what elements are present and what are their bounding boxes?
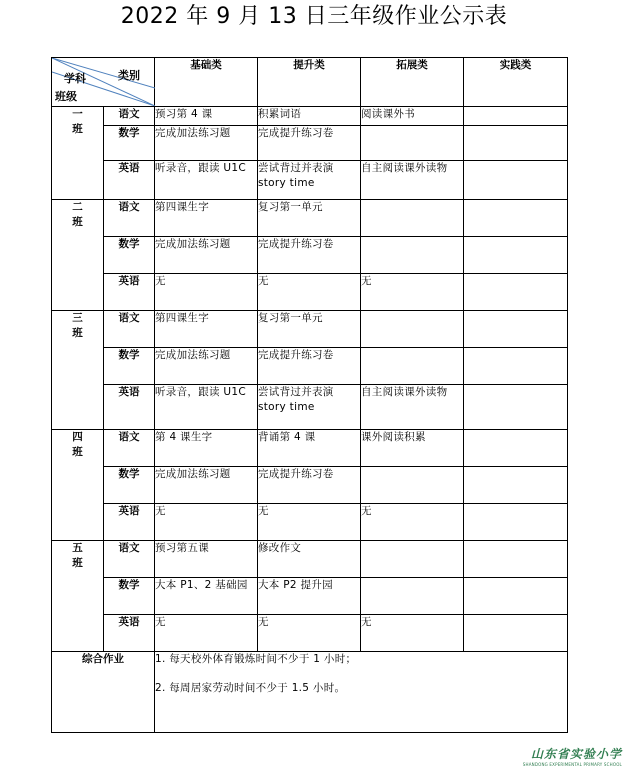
basic-homework-cell — [155, 430, 258, 467]
practice-homework-cell — [464, 504, 568, 541]
subject-cell: 数学 — [104, 237, 155, 274]
subject-cell: 语文 — [104, 311, 155, 348]
advanced-homework-text: 完成提升练习卷 — [258, 468, 334, 480]
extended-homework-text: 无 — [361, 275, 372, 287]
advanced-homework-text: 背诵第 4 课 — [258, 431, 316, 443]
practice-homework-cell — [464, 161, 568, 200]
basic-homework-cell — [155, 541, 258, 578]
subject-cell: 数学 — [104, 467, 155, 504]
basic-homework-text: 无 — [155, 616, 166, 628]
practice-homework-cell — [464, 578, 568, 615]
extended-homework-cell — [361, 274, 464, 311]
basic-homework-cell — [155, 237, 258, 274]
subject-cell: 英语 — [104, 161, 155, 200]
advanced-homework-cell — [258, 504, 361, 541]
extended-homework-cell — [361, 385, 464, 430]
summary-item: 1. 每天校外体育锻炼时间不少于 1 小时； — [155, 653, 357, 665]
basic-homework-text: 无 — [155, 275, 166, 287]
practice-homework-cell — [464, 200, 568, 237]
extended-homework-cell — [361, 311, 464, 348]
basic-homework-cell — [155, 578, 258, 615]
logo-english-name: SHANDONG EXPERIMENTAL PRIMARY SCHOOL — [522, 762, 622, 767]
advanced-homework-text: 无 — [258, 505, 269, 517]
table-row — [52, 348, 568, 385]
basic-homework-cell — [155, 311, 258, 348]
basic-homework-text: 预习第五课 — [155, 542, 209, 554]
summary-content — [155, 652, 568, 733]
basic-homework-text: 听录音，跟读 U1C — [155, 386, 247, 398]
basic-homework-cell — [155, 107, 258, 126]
class-name: 一 班 — [72, 108, 83, 135]
advanced-homework-cell — [258, 237, 361, 274]
basic-homework-cell — [155, 348, 258, 385]
table-row — [52, 430, 568, 467]
corner-class-label: 班级 — [55, 90, 77, 103]
basic-homework-cell — [155, 161, 258, 200]
table-row — [52, 274, 568, 311]
subject-cell: 英语 — [104, 274, 155, 311]
basic-homework-cell — [155, 274, 258, 311]
summary-item: 2. 每周居家劳动时间不少于 1.5 小时。 — [155, 682, 346, 694]
table-row — [52, 541, 568, 578]
extended-homework-cell — [361, 200, 464, 237]
extended-homework-text: 自主阅读课外读物 — [361, 386, 448, 398]
page-title: 2022 年 9 月 13 日三年级作业公示表 — [120, 4, 508, 29]
table-row — [52, 107, 568, 126]
subject-cell: 数学 — [104, 126, 155, 161]
extended-homework-cell — [361, 107, 464, 126]
basic-homework-text: 大本 P1、2 基础园 — [155, 579, 248, 591]
practice-homework-cell — [464, 541, 568, 578]
basic-homework-cell — [155, 467, 258, 504]
basic-homework-cell — [155, 200, 258, 237]
advanced-homework-text: 完成提升练习卷 — [258, 238, 334, 250]
advanced-homework-text: 修改作文 — [258, 542, 302, 554]
basic-homework-cell — [155, 615, 258, 652]
extended-homework-text: 自主阅读课外读物 — [361, 162, 448, 174]
advanced-homework-cell — [258, 274, 361, 311]
practice-homework-cell — [464, 615, 568, 652]
table-row — [52, 615, 568, 652]
class-name: 四 班 — [72, 431, 83, 458]
advanced-homework-text: 无 — [258, 275, 269, 287]
practice-homework-cell — [464, 311, 568, 348]
subject-cell: 数学 — [104, 578, 155, 615]
extended-homework-cell — [361, 615, 464, 652]
basic-homework-text: 完成加法练习题 — [155, 468, 231, 480]
advanced-homework-cell — [258, 385, 361, 430]
advanced-homework-text: 无 — [258, 616, 269, 628]
corner-category-label: 类别 — [118, 69, 140, 82]
column-header-extended: 拓展类 — [361, 58, 464, 107]
practice-homework-cell — [464, 107, 568, 126]
table-row — [52, 200, 568, 237]
basic-homework-text: 完成加法练习题 — [155, 349, 231, 361]
advanced-homework-cell — [258, 161, 361, 200]
extended-homework-cell — [361, 467, 464, 504]
extended-homework-cell — [361, 430, 464, 467]
table-row — [52, 126, 568, 161]
basic-homework-text: 预习第 4 课 — [155, 108, 213, 120]
table-row — [52, 467, 568, 504]
subject-cell: 英语 — [104, 504, 155, 541]
basic-homework-text: 第四课生字 — [155, 312, 209, 324]
extended-homework-cell — [361, 504, 464, 541]
practice-homework-cell — [464, 348, 568, 385]
subject-cell: 语文 — [104, 430, 155, 467]
practice-homework-cell — [464, 126, 568, 161]
table-row — [52, 161, 568, 200]
basic-homework-text: 完成加法练习题 — [155, 127, 231, 139]
corner-subject-label: 学科 — [64, 72, 86, 85]
class-name-cell — [52, 107, 104, 200]
extended-homework-cell — [361, 161, 464, 200]
advanced-homework-text: 积累词语 — [258, 108, 302, 120]
column-header-practice: 实践类 — [464, 58, 568, 107]
basic-homework-text: 第四课生字 — [155, 201, 209, 213]
advanced-homework-cell — [258, 578, 361, 615]
basic-homework-cell — [155, 385, 258, 430]
advanced-homework-cell — [258, 126, 361, 161]
practice-homework-cell — [464, 237, 568, 274]
basic-homework-text: 第 4 课生字 — [155, 431, 213, 443]
subject-cell: 语文 — [104, 200, 155, 237]
advanced-homework-cell — [258, 615, 361, 652]
subject-cell: 数学 — [104, 348, 155, 385]
extended-homework-text: 课外阅读积累 — [361, 431, 426, 443]
table-row — [52, 385, 568, 430]
summary-label: 综合作业 — [52, 652, 155, 733]
logo-chinese-name: 山东省实验小学 — [530, 747, 622, 761]
advanced-homework-cell — [258, 467, 361, 504]
advanced-homework-cell — [258, 107, 361, 126]
basic-homework-cell — [155, 126, 258, 161]
extended-homework-cell — [361, 541, 464, 578]
subject-cell: 语文 — [104, 107, 155, 126]
advanced-homework-cell — [258, 348, 361, 385]
column-header-advanced: 提升类 — [258, 58, 361, 107]
header-row — [52, 58, 568, 107]
class-name-cell — [52, 200, 104, 311]
corner-cell — [52, 58, 155, 107]
summary-row — [52, 652, 568, 733]
extended-homework-text: 无 — [361, 505, 372, 517]
column-header-basic: 基础类 — [155, 58, 258, 107]
class-name: 二 班 — [72, 201, 83, 228]
advanced-homework-text: 复习第一单元 — [258, 312, 323, 324]
basic-homework-cell — [155, 504, 258, 541]
table-row — [52, 578, 568, 615]
advanced-homework-cell — [258, 541, 361, 578]
practice-homework-cell — [464, 274, 568, 311]
class-name-cell — [52, 311, 104, 430]
advanced-homework-text: 完成提升练习卷 — [258, 127, 334, 139]
advanced-homework-text: 尝试背过并表演 story time — [258, 386, 334, 413]
table-row — [52, 237, 568, 274]
subject-cell: 英语 — [104, 615, 155, 652]
extended-homework-text: 阅读课外书 — [361, 108, 415, 120]
school-logo — [523, 745, 622, 768]
subject-cell: 语文 — [104, 541, 155, 578]
extended-homework-cell — [361, 237, 464, 274]
advanced-homework-text: 尝试背过并表演 story time — [258, 162, 334, 189]
class-name-cell — [52, 541, 104, 652]
class-name: 五 班 — [72, 542, 83, 569]
extended-homework-text: 无 — [361, 616, 372, 628]
extended-homework-cell — [361, 348, 464, 385]
practice-homework-cell — [464, 385, 568, 430]
extended-homework-cell — [361, 126, 464, 161]
class-name: 三 班 — [72, 312, 83, 339]
basic-homework-text: 听录音，跟读 U1C — [155, 162, 247, 174]
advanced-homework-cell — [258, 311, 361, 348]
practice-homework-cell — [464, 467, 568, 504]
advanced-homework-text: 大本 P2 提升园 — [258, 579, 333, 591]
table-row — [52, 311, 568, 348]
advanced-homework-cell — [258, 430, 361, 467]
advanced-homework-text: 复习第一单元 — [258, 201, 323, 213]
advanced-homework-text: 完成提升练习卷 — [258, 349, 334, 361]
basic-homework-text: 无 — [155, 505, 166, 517]
homework-table — [51, 57, 568, 733]
class-name-cell — [52, 430, 104, 541]
subject-cell: 英语 — [104, 385, 155, 430]
extended-homework-cell — [361, 578, 464, 615]
practice-homework-cell — [464, 430, 568, 467]
advanced-homework-cell — [258, 200, 361, 237]
basic-homework-text: 完成加法练习题 — [155, 238, 231, 250]
table-row — [52, 504, 568, 541]
